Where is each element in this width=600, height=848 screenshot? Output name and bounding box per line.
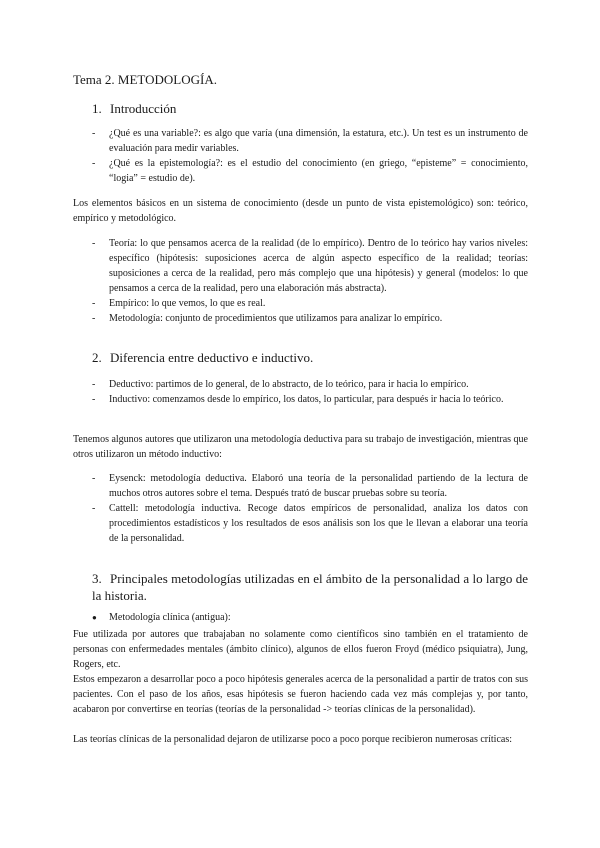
section-title: Diferencia entre deductivo e inductivo. bbox=[110, 350, 314, 365]
list-item: - ¿Qué es una variable?: es algo que varía (una dimensión, la estatura, etc.). Un test es un instrumento de evaluación para medir variables. bbox=[92, 128, 528, 154]
list-item: - ¿Qué es la epistemología?: es el estudio del conocimiento (en griego, “episteme” = conocimiento, “logia” = estudio de). bbox=[92, 158, 528, 184]
list-item: - Teoría: lo que pensamos acerca de la realidad (de lo empírico). Dentro de lo teórico hay varios niveles: específico (hipótesis: suposiciones acerca de algún aspecto específico de la realidad; teorías: suposiciones a cerca de la realidad, pero más complejo que una hipótesis) y general (modelos: lo que pensamos a cerca de la realidad, pero una elaboración más abstracta). bbox=[92, 238, 528, 294]
paragraph-authors: Tenemos algunos autores que utilizaron una metodología deductiva para su trabajo de investigación, mientras que otros utilizaron un método inductivo: bbox=[73, 434, 528, 460]
intro-list bbox=[92, 126, 528, 186]
paragraph-clinical-2: Estos empezaron a desarrollar poco a poco hipótesis generales acerca de la personalidad a partir de tratos con sus pacientes. Con el paso de los años, esas hipótesis se fueron haciendo cada vez más complejas y, por tanto, acabaron por convertirse en teorías (teorías de la personalidad -> teorías clínicas de la personalidad). bbox=[73, 674, 528, 715]
section-number: 3. bbox=[92, 571, 102, 586]
clinical-bullet bbox=[92, 612, 231, 623]
section-heading-2 bbox=[92, 350, 313, 366]
section-heading-1 bbox=[92, 101, 176, 117]
clinical-label: Metodología clínica (antigua): bbox=[109, 612, 231, 623]
paragraph-elements: Los elementos básicos en un sistema de conocimiento (desde un punto de vista epistemológico) son: teórico, empírico y metodológico. bbox=[73, 198, 528, 224]
document-title: Tema 2. METODOLOGÍA. bbox=[73, 72, 217, 87]
bullet-icon: ● bbox=[92, 613, 97, 622]
paragraph-clinical-3: Las teorías clínicas de la personalidad dejaron de utilizarse poco a poco porque recibieron numerosas críticas: bbox=[73, 734, 512, 745]
elements-list bbox=[92, 236, 528, 326]
list-item: - Inductivo: comenzamos desde lo empírico, los datos, lo particular, para después ir hacia lo teórico. bbox=[92, 394, 504, 405]
section-title: Introducción bbox=[110, 101, 177, 116]
deductive-list bbox=[92, 377, 528, 407]
list-item: - Empírico: lo que vemos, lo que es real. bbox=[92, 298, 266, 309]
section-number: 2. bbox=[92, 350, 102, 365]
paragraph-clinical-1: Fue utilizada por autores que trabajaban no solamente como científicos sino también en el tratamiento de personas con enfermedades mentales (ámbito clínico), algunos de ellos fueron Froyd (médico psiquiatra), Jung, Rogers, etc. bbox=[73, 629, 528, 670]
list-item: - Deductivo: partimos de lo general, de lo abstracto, de lo teórico, para ir hacia lo empírico. bbox=[92, 379, 469, 390]
section-title: Principales metodologías utilizadas en el ámbito de la personalidad a lo largo de la historia. bbox=[92, 571, 528, 603]
list-item: - Cattell: metodología inductiva. Recoge datos empíricos de personalidad, analiza los datos con procedimientos estadísticos y los resultados de esos análisis son los que le llevan a elaborar una teoría de la personalidad. bbox=[92, 503, 528, 544]
authors-list bbox=[92, 471, 528, 546]
list-item: - Eysenck: metodología deductiva. Elaboró una teoría de la personalidad partiendo de la lectura de muchos otros autores sobre el tema. Después trató de buscar pruebas sobre su teoría. bbox=[92, 473, 528, 499]
list-item: - Metodología: conjunto de procedimientos que utilizamos para analizar lo empírico. bbox=[92, 313, 443, 324]
section-heading-3 bbox=[92, 570, 528, 604]
section-number: 1. bbox=[92, 101, 102, 116]
